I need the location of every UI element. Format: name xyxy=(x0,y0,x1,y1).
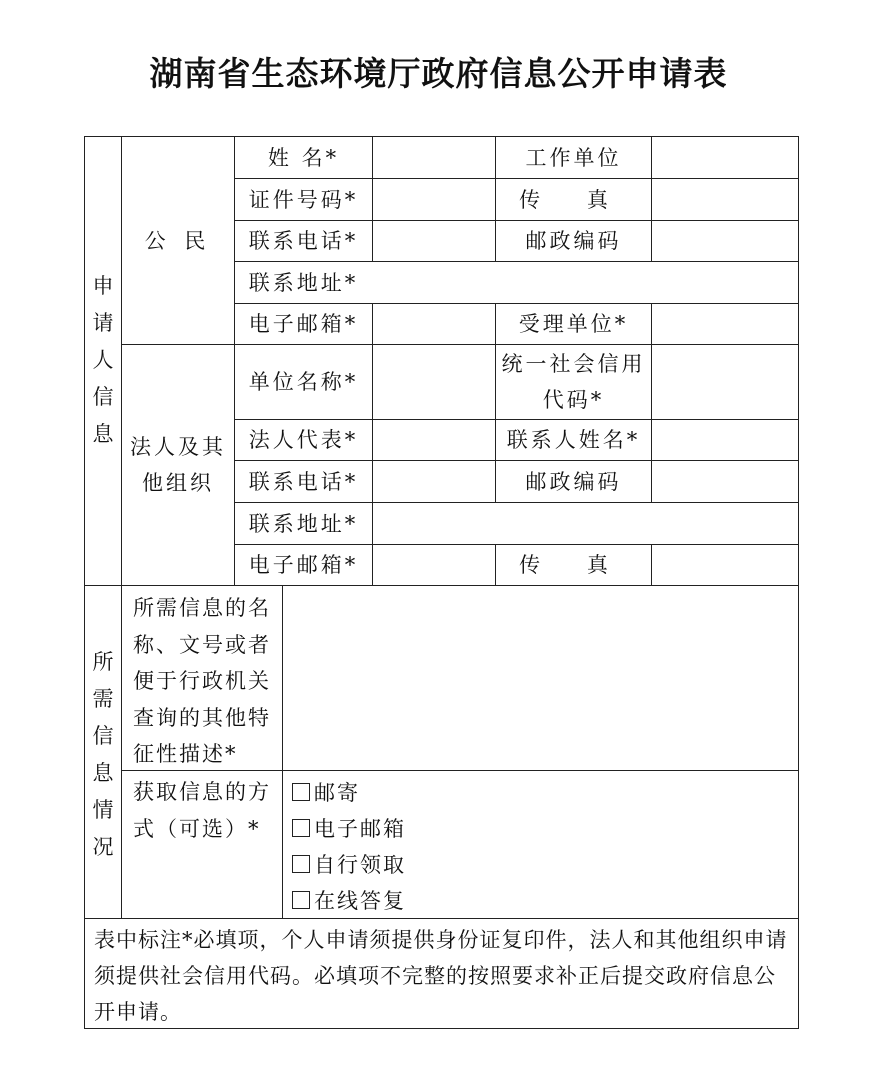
checkbox-icon[interactable] xyxy=(292,819,310,837)
option-self-pickup[interactable] xyxy=(292,846,406,882)
option-label: 邮寄 xyxy=(314,781,360,805)
option-online-reply[interactable] xyxy=(292,882,406,918)
citizen-email-input[interactable] xyxy=(373,304,495,344)
org-postcode-label: 邮政编码 xyxy=(525,469,622,494)
citizen-fax-label: 传 真 xyxy=(519,187,628,212)
org-address-input[interactable] xyxy=(373,503,798,544)
citizen-phone-input[interactable] xyxy=(373,221,495,261)
credit-code-input[interactable] xyxy=(652,345,798,419)
receiving-unit-input[interactable] xyxy=(652,304,798,344)
org-address-label: 联系地址* xyxy=(248,511,359,536)
unit-name-label: 单位名称* xyxy=(248,370,359,394)
credit-code-label: 统一社会信用代码* xyxy=(501,352,646,412)
org-fax-input[interactable] xyxy=(652,545,798,585)
org-postcode-input[interactable] xyxy=(652,461,798,502)
citizen-label: 公 民 xyxy=(144,228,212,253)
checkbox-icon[interactable] xyxy=(292,855,310,873)
name-label: 姓 名* xyxy=(267,145,340,170)
checkbox-icon[interactable] xyxy=(292,891,310,909)
contact-name-label: 联系人姓名* xyxy=(506,428,641,452)
section-required-info: 所 需 信 息 情 况 xyxy=(92,650,114,859)
citizen-fax-input[interactable] xyxy=(652,179,798,220)
divider xyxy=(84,918,799,919)
option-label: 电子邮箱 xyxy=(314,817,406,841)
legal-rep-input[interactable] xyxy=(373,420,495,460)
citizen-address-label: 联系地址* xyxy=(248,270,359,295)
id-number-input[interactable] xyxy=(373,179,495,220)
unit-name-input[interactable] xyxy=(373,345,495,419)
checkbox-icon[interactable] xyxy=(292,783,310,801)
option-label: 在线答复 xyxy=(314,889,406,913)
option-mail[interactable] xyxy=(292,774,360,810)
org-fax-label: 传 真 xyxy=(519,553,628,577)
info-description-input[interactable] xyxy=(283,586,798,770)
citizen-postcode-input[interactable] xyxy=(652,221,798,261)
form-title: 湖南省生态环境厅政府信息公开申请表 xyxy=(149,54,728,93)
option-email[interactable] xyxy=(292,810,406,846)
retrieval-method-label: 获取信息的方式（可选）* xyxy=(133,780,271,841)
work-unit-input[interactable] xyxy=(652,137,798,178)
org-label: 法人及其他组织 xyxy=(130,435,226,495)
citizen-address-input[interactable] xyxy=(373,262,798,303)
citizen-phone-label: 联系电话* xyxy=(248,229,359,253)
section-applicant-info: 申 请 人 信 息 xyxy=(92,273,114,446)
contact-name-input[interactable] xyxy=(652,420,798,460)
id-number-label: 证件号码* xyxy=(248,187,359,212)
option-label: 自行领取 xyxy=(314,853,406,877)
name-input[interactable] xyxy=(373,137,495,178)
receiving-unit-label: 受理单位* xyxy=(518,312,629,336)
org-email-label: 电子邮箱* xyxy=(248,553,359,577)
citizen-postcode-label: 邮政编码 xyxy=(525,229,622,253)
org-phone-input[interactable] xyxy=(373,461,495,502)
org-email-input[interactable] xyxy=(373,545,495,585)
info-description-label: 所需信息的名称、文号或者便于行政机关查询的其他特征性描述* xyxy=(133,596,271,766)
work-unit-label: 工作单位 xyxy=(525,145,622,170)
table-right-border xyxy=(798,136,799,1029)
legal-rep-label: 法人代表* xyxy=(248,428,359,452)
org-phone-label: 联系电话* xyxy=(248,469,359,494)
footer-note: 表中标注*必填项，个人申请须提供身份证复印件，法人和其他组织申请须提供社会信用代码。必填项不完整的按照要求补正后提交政府信息公开申请。 xyxy=(94,928,788,1024)
citizen-email-label: 电子邮箱* xyxy=(248,312,359,336)
